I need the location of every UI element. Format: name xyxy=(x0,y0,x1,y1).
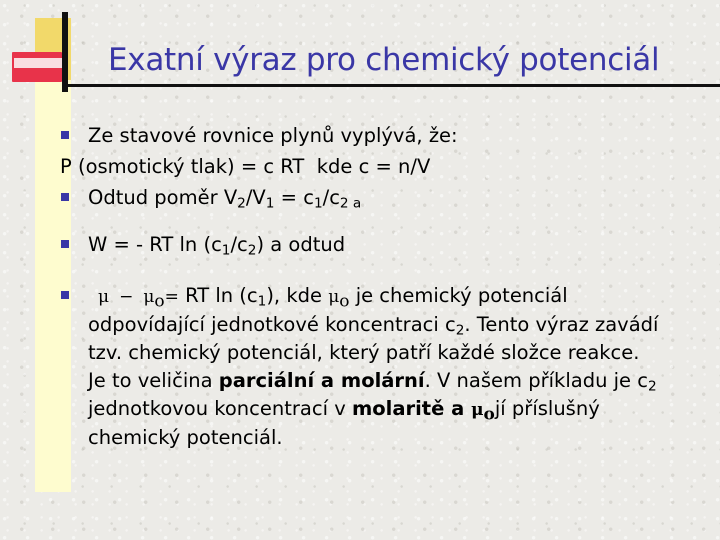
bullet-item-4 xyxy=(60,282,715,452)
bullet-text: W = - RT ln (c xyxy=(88,233,222,256)
bullet-text: . V našem příkladu je c xyxy=(424,369,648,392)
formula-text: P (osmotický tlak) = c RT kde c = n/V xyxy=(60,155,431,178)
mu-symbol: μ xyxy=(143,287,155,307)
paragraph-line-1 xyxy=(60,282,715,311)
subscript: 1 xyxy=(265,195,275,212)
bullet-text: . Tento výraz zavádí xyxy=(464,313,659,336)
bullet-text: jednotkovou koncentrací v xyxy=(88,397,352,420)
bold-text: parciální a molární xyxy=(218,369,425,392)
bullet-text: Ze stavové rovnice plynů vyplývá, že: xyxy=(88,124,458,147)
bullet-square-icon xyxy=(61,240,69,248)
paragraph-line-6 xyxy=(60,424,715,452)
mu-symbol: μ xyxy=(471,400,484,420)
paragraph-line-3 xyxy=(60,339,715,367)
bullet-text: jí příslušný xyxy=(494,397,600,420)
decorative-horizontal-line xyxy=(66,84,720,87)
equals-symbol: = xyxy=(164,287,179,307)
bullet-text: chemický potenciál. xyxy=(88,426,283,449)
bullet-text: ), kde xyxy=(266,284,329,307)
bullet-square-icon xyxy=(61,291,69,299)
decorative-vertical-line xyxy=(62,12,68,92)
slide-title: Exatní výraz pro chemický potenciál xyxy=(108,42,660,78)
formula-line xyxy=(60,151,715,182)
bullet-text: /V xyxy=(245,186,266,209)
bullet-text: Je to veličina xyxy=(88,369,219,392)
subscript: 1 xyxy=(313,195,323,212)
subscript: o xyxy=(483,404,495,425)
mu-symbol: μ xyxy=(98,287,110,307)
subscript: 2 a xyxy=(339,195,362,212)
subscript: o xyxy=(339,291,350,312)
bullet-text: Odtud poměr V xyxy=(88,186,238,209)
bullet-item-3 xyxy=(60,229,715,260)
bullet-text: tzv. chemický potenciál, který patří každé složce reakce. xyxy=(88,341,640,364)
mu-symbol: μ xyxy=(328,287,340,307)
subscript: o xyxy=(154,291,165,312)
bullet-text: RT ln (c xyxy=(178,284,258,307)
bullet-item-2 xyxy=(60,182,715,213)
bullet-item-1 xyxy=(60,120,715,151)
bullet-text: /c xyxy=(322,186,340,209)
minus-symbol: − xyxy=(119,287,134,307)
bullet-square-icon xyxy=(61,131,69,139)
paragraph-line-2 xyxy=(60,311,715,339)
bullet-text: je chemický potenciál xyxy=(349,284,568,307)
subscript: 2 xyxy=(247,242,257,259)
bullet-square-icon xyxy=(61,193,69,201)
subscript: 1 xyxy=(221,242,231,259)
decorative-red-block xyxy=(12,52,62,82)
bullet-text: ) a odtud xyxy=(256,233,346,256)
subscript: 2 xyxy=(647,378,657,395)
bullet-text: = c xyxy=(274,186,314,209)
bold-text: molaritě a xyxy=(351,397,472,420)
bullet-text: odpovídající jednotkové koncentraci c xyxy=(88,313,456,336)
subscript: 2 xyxy=(455,322,465,339)
subscript: 2 xyxy=(237,195,246,212)
paragraph-line-4 xyxy=(60,367,715,395)
paragraph-line-5 xyxy=(60,395,715,424)
slide-content xyxy=(60,120,715,452)
subscript: 1 xyxy=(257,293,267,310)
bullet-text: /c xyxy=(230,233,248,256)
